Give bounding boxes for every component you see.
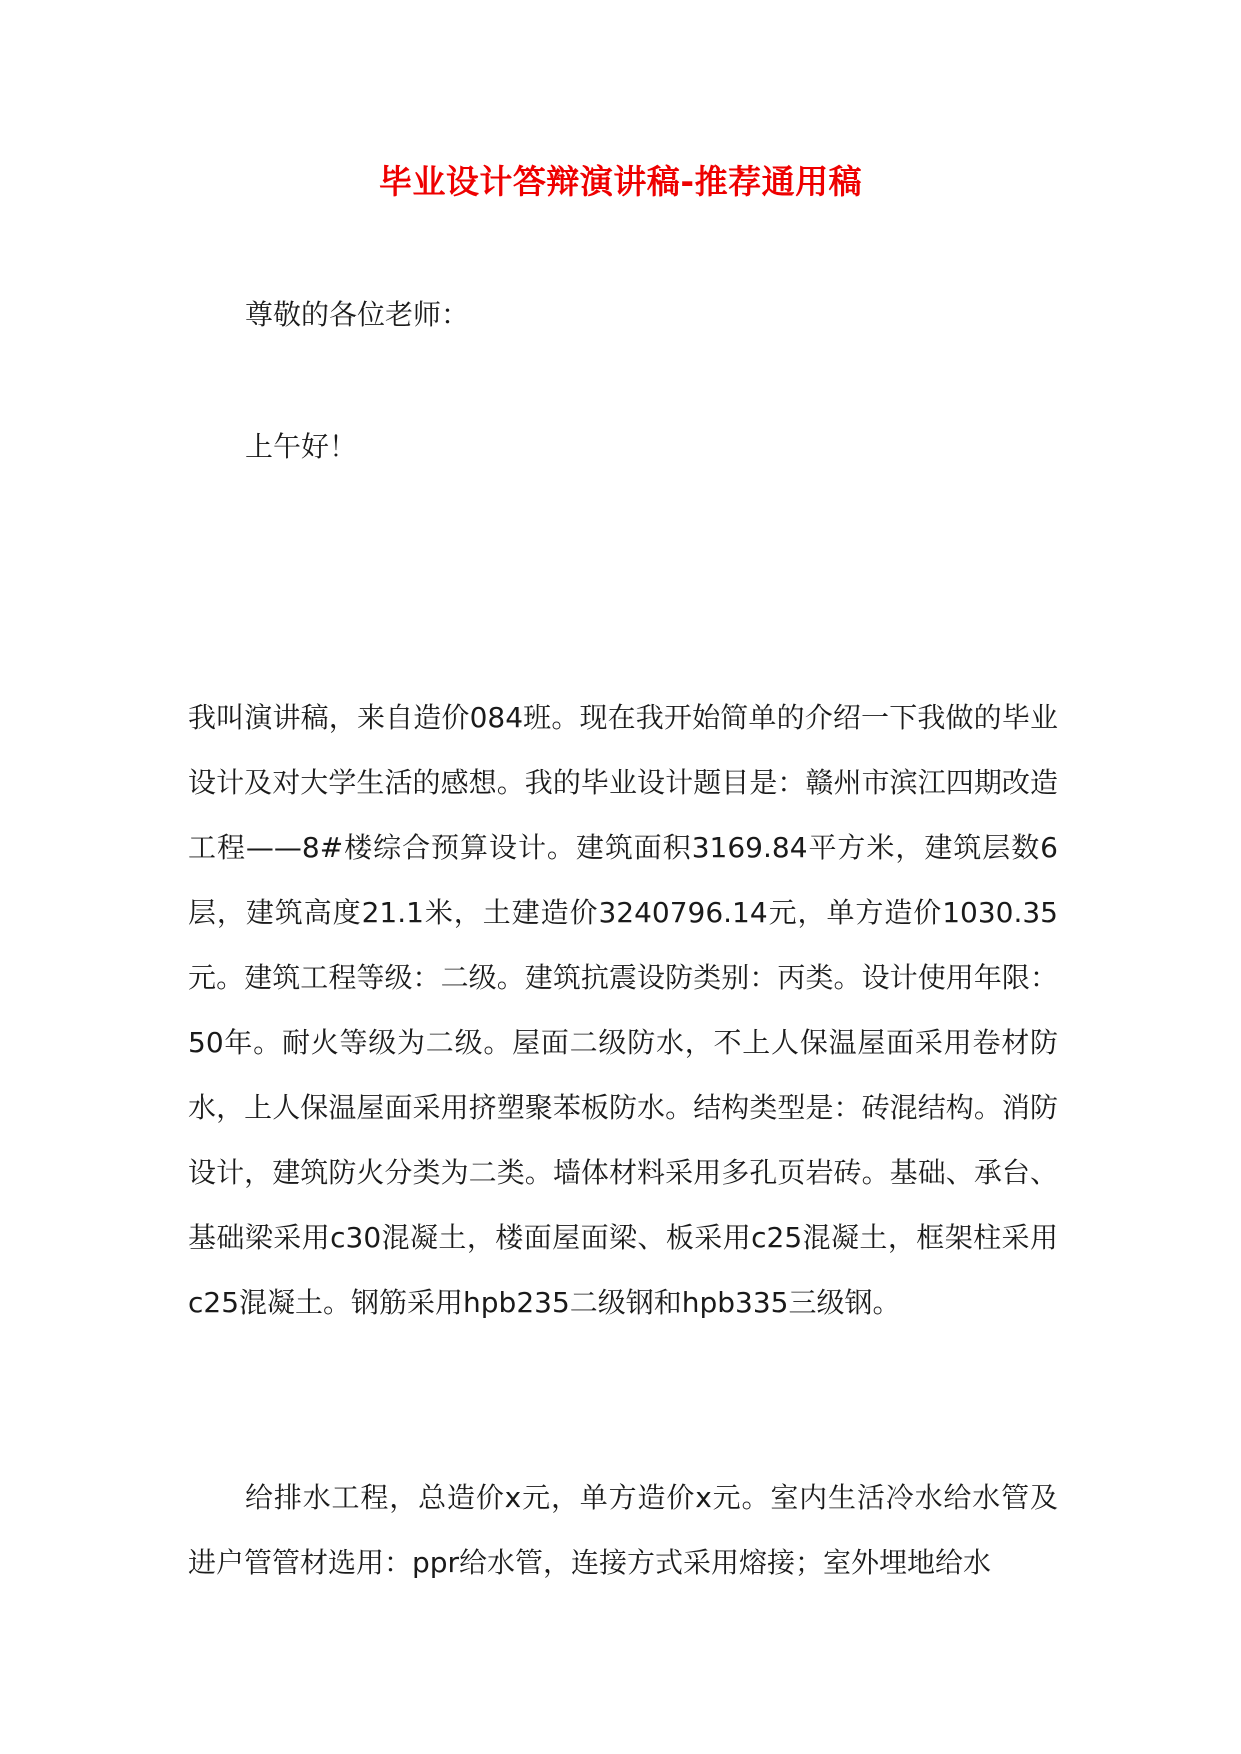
- body-paragraph-intro: 我叫演讲稿，来自造价084班。现在我开始简单的介绍一下我做的毕业设计及对大学生活的感想。我的毕业设计题目是：赣州市滨江四期改造工程——8#楼综合预算设计。建筑面积3169.84平方米，建筑层数6层，建筑高度21.1米，土建造价3240796.14元，单方造价1030.35元。建筑工程等级：二级。建筑抗震设防类别：丙类。设计使用年限：50年。耐火等级为二级。屋面二级防水，不上人保温屋面采用卷材防水，上人保温屋面采用挤塑聚苯板防水。结构类型是：砖混结构。消防设计，建筑防火分类为二类。墙体材料采用多孔页岩砖。基础、承台、基础梁采用c30混凝土，楼面屋面梁、板采用c25混凝土，框架柱采用c25混凝土。钢筋采用hpb235二级钢和hpb335三级钢。: [188, 701, 1058, 1319]
- document-title: 毕业设计答辩演讲稿-推荐通用稿: [378, 162, 863, 201]
- body-paragraph-plumbing: 给排水工程，总造价x元，单方造价x元。室内生活冷水给水管及进户管管材选用：ppr给水管，连接方式采用熔接；室外埋地给水: [188, 1481, 1058, 1579]
- greeting-line: 上午好！: [245, 430, 358, 463]
- salutation-line: 尊敬的各位老师：: [245, 298, 470, 331]
